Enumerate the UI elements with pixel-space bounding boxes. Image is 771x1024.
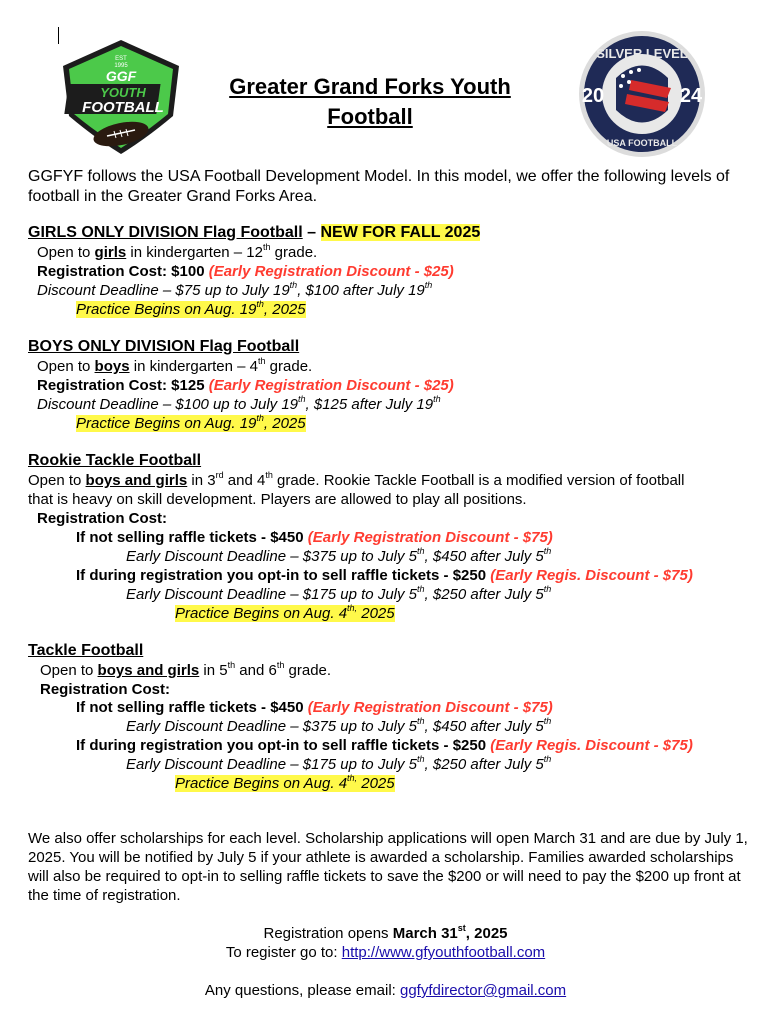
girls-heading: GIRLS ONLY DIVISION Flag Football	[28, 224, 303, 241]
badge-bottom-text: USA FOOTBALL	[606, 138, 678, 148]
badge-ring-text: SILVER LEVEL	[596, 46, 688, 61]
badge-year-right: 24	[679, 85, 703, 107]
tackle-practice: Practice Begins on Aug. $4^{th,}$ 2025	[175, 773, 395, 792]
scholarship-paragraph: We also offer scholarships for each level. Scholarship applications will open March 31 and are due by July 1, 2025. You will be notified by July 5 if your athlete is awarded a scholarship. Families awarded scholarships will also be required to opt-in to selling raffle tickets to save the $200 or will need to pay the $200 up front at the time of registration.	[28, 830, 748, 904]
girls-deadline: Discount Deadline – $75 up to July 19th, $100 after July 19th	[37, 280, 433, 299]
rookie-eligibility: Open to boys and girls in 3rd and 4th grade. Rookie Tackle Football is a modified version of football	[28, 470, 685, 489]
usa-football-silver-level-badge	[561, 28, 723, 160]
tackle-option2: If during registration you opt-in to sell raffle tickets - $250 (Early Regis. Discount - $75)	[76, 737, 693, 754]
girls-discount: (Early Registration Discount - $25)	[208, 263, 454, 280]
tackle-eligibility: Open to boys and girls in 5th and 6th grade.	[40, 660, 332, 679]
tackle-heading-line	[28, 642, 143, 660]
rookie-who: boys and girls	[85, 472, 188, 489]
logo-abbr: GGF	[105, 68, 137, 84]
tackle-option1-deadline: Early Discount Deadline – $375 up to July 5th, $450 after July 5th	[126, 716, 552, 735]
register-link[interactable]: http://www.gfyouthfootball.com	[341, 944, 546, 961]
boys-deadline: Discount Deadline – $100 up to July 19th, $125 after July 19th	[37, 394, 441, 413]
boys-cost: Registration Cost: $125 (Early Registration Discount - $25)	[37, 377, 454, 394]
ggf-youth-football-logo	[57, 38, 185, 158]
boys-heading: BOYS ONLY DIVISION Flag Football	[28, 338, 300, 355]
girls-dash: –	[302, 224, 321, 241]
rookie-option1: If not selling raffle tickets - $450 (Early Registration Discount - $75)	[76, 529, 553, 546]
rookie-heading-line	[28, 452, 201, 470]
boys-heading-line	[28, 338, 299, 356]
rookie-option2-deadline: Early Discount Deadline – $175 up to July 5th, $250 after July 5th	[126, 584, 552, 603]
boys-practice: Practice Begins on Aug. 19th, 2025	[76, 413, 306, 432]
logo-year: 1995	[114, 63, 128, 69]
rookie-option2: If during registration you opt-in to sell raffle tickets - $250 (Early Regis. Discount - $75)	[76, 567, 693, 584]
tackle-who: boys and girls	[97, 662, 200, 679]
questions-line: Any questions, please email: ggfyfdirector@gmail.com	[204, 982, 567, 999]
page-title: Greater Grand Forks Youth Football	[229, 74, 511, 129]
girls-who: girls	[94, 244, 127, 261]
badge-year-left: 20	[581, 85, 605, 107]
boys-who: boys	[94, 358, 130, 375]
logo-est: EST	[115, 56, 127, 62]
logo-line2: FOOTBALL	[82, 99, 164, 116]
girls-new-badge: NEW FOR FALL 2025	[320, 224, 481, 241]
girls-eligibility: Open to girls in kindergarten – 12th grade.	[37, 242, 318, 261]
rookie-cost-label: Registration Cost:	[37, 510, 168, 527]
girls-practice: Practice Begins on Aug. 19th, 2025	[76, 299, 306, 318]
rookie-option1-deadline: Early Discount Deadline – $375 up to July 5th, $450 after July 5th	[126, 546, 552, 565]
tackle-heading: Tackle Football	[28, 642, 144, 659]
rookie-description: that is heavy on skill development. Players are allowed to play all positions.	[28, 491, 527, 508]
registration-opens: Registration opens March 31st, 2025	[263, 923, 508, 942]
girls-heading-line	[28, 224, 480, 242]
boys-discount: (Early Registration Discount - $25)	[208, 377, 454, 394]
register-line: To register go to: http://www.gfyouthfootball.com	[225, 944, 546, 961]
email-link[interactable]: ggfyfdirector@gmail.com	[400, 982, 567, 999]
rookie-heading: Rookie Tackle Football	[28, 452, 202, 469]
girls-cost: Registration Cost: $100 (Early Registration Discount - $25)	[37, 263, 454, 280]
tackle-option2-deadline: Early Discount Deadline – $175 up to July 5th, $250 after July 5th	[126, 754, 552, 773]
tackle-cost-label: Registration Cost:	[40, 681, 171, 698]
rookie-practice: Practice Begins on Aug. $4^{th,}$ 2025	[175, 603, 395, 622]
boys-eligibility: Open to boys in kindergarten – 4th grade.	[37, 356, 313, 375]
logo-line1: YOUTH	[100, 85, 146, 100]
tackle-option1: If not selling raffle tickets - $450 (Early Registration Discount - $75)	[76, 699, 553, 716]
intro-paragraph: GGFYF follows the USA Football Development Model. In this model, we offer the following levels of football in the Greater Grand Forks Area.	[28, 168, 730, 205]
